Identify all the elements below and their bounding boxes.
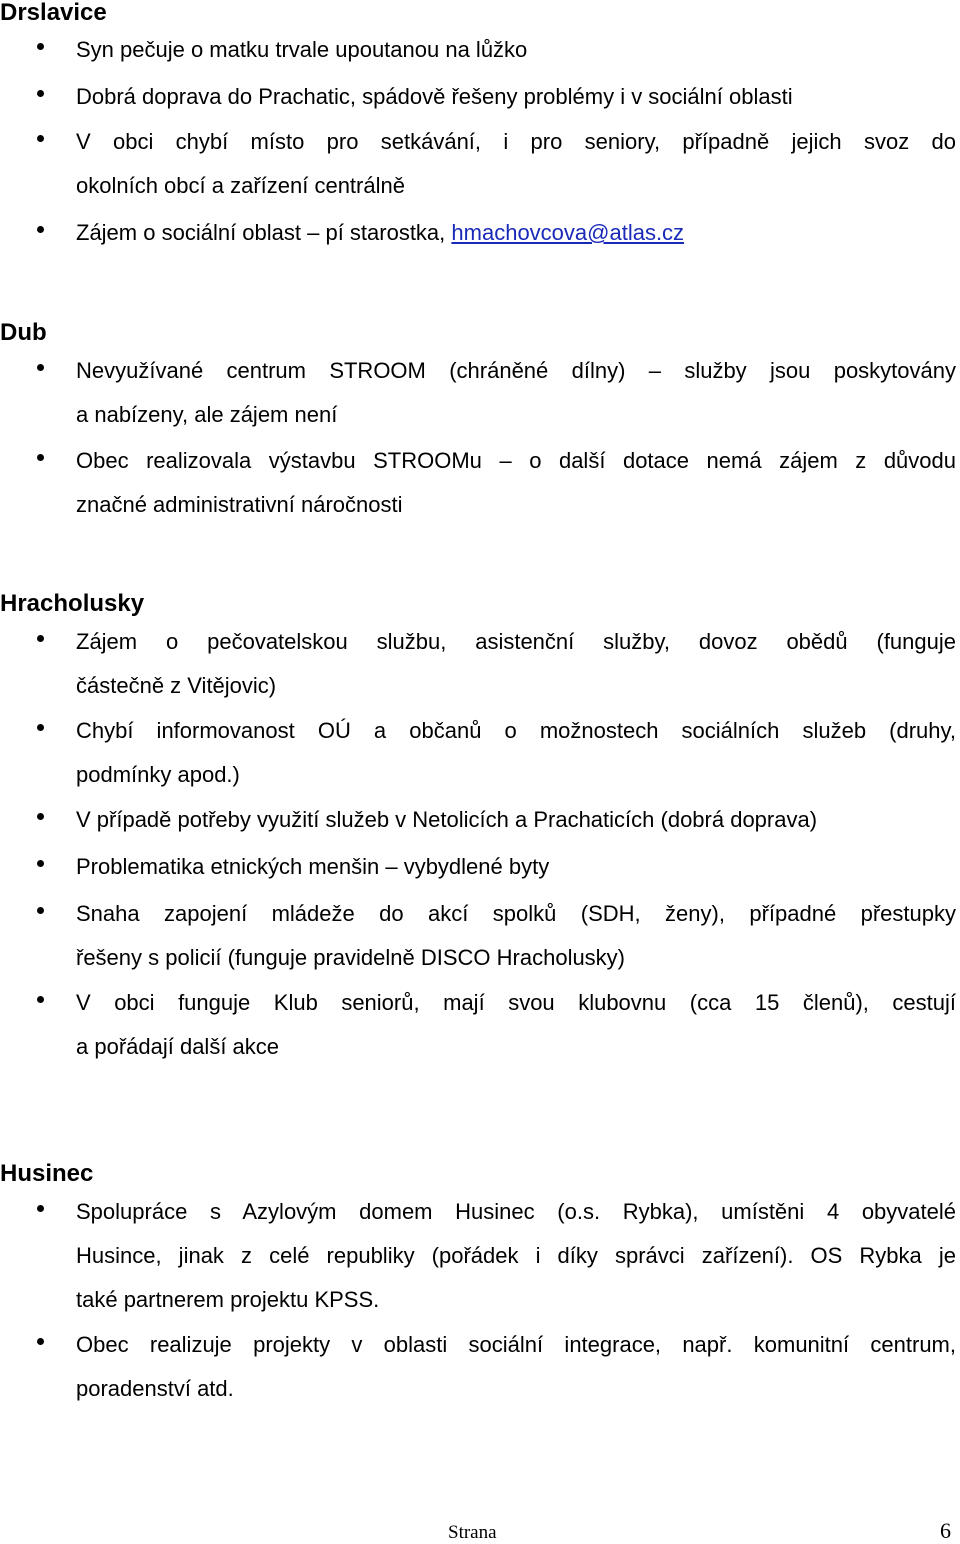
bullet-icon <box>37 226 44 233</box>
list-item-text: okolních obcí a zařízení centrálně <box>76 173 405 198</box>
page-number: 6 <box>940 1518 951 1543</box>
list-item-text: Chybí informovanost OÚ a občanů o možnostech sociálních služeb (druhy, <box>76 718 956 743</box>
list-item-text: a nabízeny, ale zájem není <box>76 402 338 427</box>
bullet-icon <box>37 454 44 461</box>
footer-page-label: Strana <box>448 1522 497 1543</box>
bullet-icon <box>37 1205 44 1212</box>
list-item-text: Zájem o pečovatelskou službu, asistenční služby, dovoz obědů (funguje <box>76 629 956 654</box>
list-item-text: Obec realizovala výstavbu STROOMu – o další dotace nemá zájem z důvodu <box>76 448 956 473</box>
list-item-text: Dobrá doprava do Prachatic, spádově řešeny problémy i v sociální oblasti <box>76 84 793 109</box>
list-item-text: Snaha zapojení mládeže do akcí spolků (SDH, ženy), případné přestupky <box>76 901 956 926</box>
list-item-text: řešeny s policií (funguje pravidelně DISCO Hracholusky) <box>76 945 626 970</box>
section-heading-husinec: Husinec <box>0 1160 94 1187</box>
list-item-text: Husince, jinak z celé republiky (pořádek i díky správci zařízení). OS Rybka je <box>76 1243 956 1268</box>
bullet-icon <box>37 635 44 642</box>
list-item-text: Problematika etnických menšin – vybydlené byty <box>76 854 550 879</box>
section-heading-drslavice: Drslavice <box>0 0 107 26</box>
bullet-icon <box>37 135 44 142</box>
bullet-icon <box>37 860 44 867</box>
list-item-text: Nevyužívané centrum STROOM (chráněné dílny) – služby jsou poskytovány <box>76 358 956 383</box>
list-item-text: částečně z Vitějovic) <box>76 673 277 698</box>
list-item-text: značné administrativní náročnosti <box>76 492 403 517</box>
list-item-text: poradenství atd. <box>76 1376 234 1401</box>
list-item-text: a pořádají další akce <box>76 1034 280 1059</box>
list-item-text: Syn pečuje o matku trvale upoutanou na lůžko <box>76 37 528 62</box>
list-item-text: Spolupráce s Azylovým domem Husinec (o.s. Rybka), umístěni 4 obyvatelé <box>76 1199 956 1224</box>
bullet-icon <box>37 364 44 371</box>
list-item-text: podmínky apod.) <box>76 762 240 787</box>
bullet-icon <box>37 90 44 97</box>
list-item-text: Zájem o sociální oblast – pí starostka, <box>76 220 452 245</box>
section-heading-dub: Dub <box>0 319 47 346</box>
bullet-icon <box>37 1338 44 1345</box>
bullet-icon <box>37 907 44 914</box>
list-item-text: V obci chybí místo pro setkávání, i pro seniory, případně jejich svoz do <box>76 129 956 154</box>
list-item-text: také partnerem projektu KPSS. <box>76 1287 380 1312</box>
bullet-icon <box>37 996 44 1003</box>
list-item-text: V případě potřeby využití služeb v Netolicích a Prachaticích (dobrá doprava) <box>76 807 818 832</box>
email-link[interactable]: hmachovcova@atlas.cz <box>451 220 685 245</box>
list-item-text: Obec realizuje projekty v oblasti sociální integrace, např. komunitní centrum, <box>76 1332 956 1357</box>
section-heading-hracholusky: Hracholusky <box>0 590 145 617</box>
list-item-text: V obci funguje Klub seniorů, mají svou klubovnu (cca 15 členů), cestují <box>76 990 956 1015</box>
bullet-icon <box>37 724 44 731</box>
bullet-icon <box>37 43 44 50</box>
bullet-icon <box>37 813 44 820</box>
